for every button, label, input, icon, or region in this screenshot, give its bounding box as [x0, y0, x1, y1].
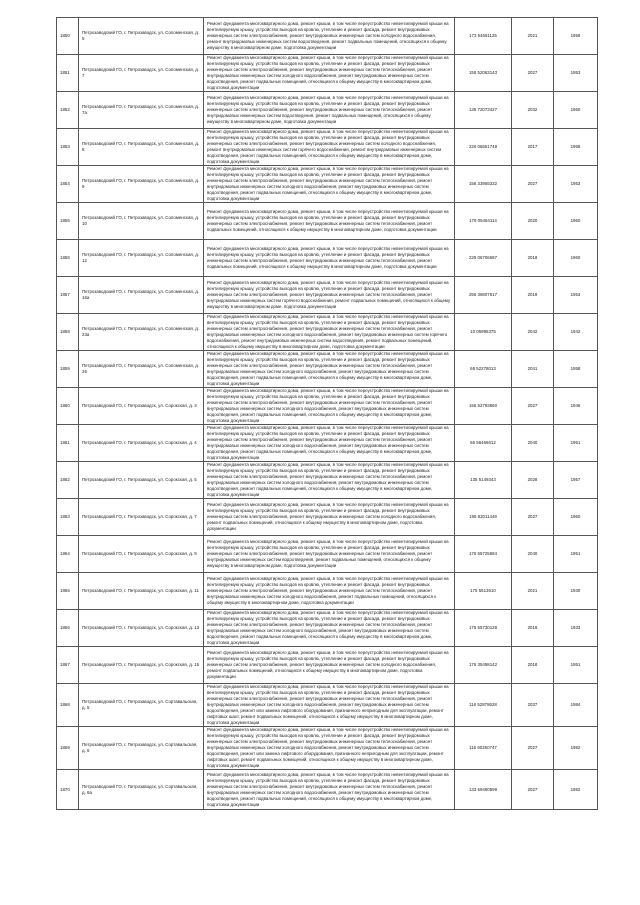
address-cell: Петрозаводский ГО, г. Петрозаводск, ул. Сортавальская, д. 5 — [79, 684, 204, 727]
planned-year-cell: 2020 — [512, 203, 554, 240]
works-description-cell: Ремонт фундамента многоквартирного дома, ремонт крыши, в том числе переустройство невентилируемой крыши на вентилируемую крышу, устройство выходов на кровлю, утепление и ремонт фасада, ремонт внутридомовых инженерных систем электроснабжения, ремонт внутридомовых инженерных систем теплоснабжения, ремонт внутридомовых инженерных систем холодного водоснабжения, ремонт внутридомовых инженерных систем водоотведения, ремонт подвальных помещений, относящихся к общему имуществу в многоквартирном доме, подготовка документации — [204, 351, 455, 388]
works-description-cell: Ремонт фундамента многоквартирного дома, ремонт крыши, в том числе переустройство невентилируемой крыши на вентилируемую крышу, устройство выходов на кровлю, утепление и ремонт фасада, ремонт внутридомовых инженерных систем электроснабжения, ремонт внутридомовых инженерных систем теплоснабжения, ремонт внутридомовых инженерных систем горячего водоснабжения, ремонт подвальных помещений, относящихся к общему имуществу в многоквартирном доме, подготовка документации — [204, 277, 455, 314]
build-year-cell: 1958 — [554, 351, 598, 388]
works-description-cell: Ремонт фундамента многоквартирного дома, ремонт крыши, в том числе переустройство невентилируемой крыши на вентилируемую крышу, устройство выходов на кровлю, утепление и ремонт фасада, ремонт внутридомовых инженерных систем электроснабжения, ремонт внутридомовых инженерных систем теплоснабжения, ремонт подвальных помещений, относящихся к общему имуществу в многоквартирном доме, подготовка документации — [204, 240, 455, 277]
works-description-cell: Ремонт фундамента многоквартирного дома, ремонт крыши, в том числе переустройство невентилируемой крыши на вентилируемую крышу, устройство выходов на кровлю, утепление и ремонт фасада, ремонт внутридомовых инженерных систем электроснабжения, ремонт внутридомовых инженерных систем теплоснабжения, ремонт внутридомовых инженерных систем холодного водоснабжения, ремонт внутридомовых инженерных систем водоотведения, ремонт или замена лифтового оборудования, признанного непригодным для эксплуатации, ремонт лифтовых шахт, ремонт подвальных помещений, относящихся к общему имуществу в многоквартирном доме, подготовка документации — [204, 684, 455, 727]
works-description-cell: Ремонт фундамента многоквартирного дома, ремонт крыши, в том числе переустройство невентилируемой крыши на вентилируемую крышу, устройство выходов на кровлю, утепление и ремонт фасада, ремонт внутридомовых инженерных систем электроснабжения, ремонт внутридомовых инженерных систем холодного водоснабжения, ремонт подвальных помещений, относящихся к общему имуществу в многоквартирном доме, подготовка документации — [204, 647, 455, 684]
build-year-cell: 1942 — [554, 314, 598, 351]
table-row — [57, 770, 598, 810]
planned-year-cell: 2040 — [512, 536, 554, 573]
planned-year-cell: 2037 — [512, 684, 554, 727]
works-description-cell: Ремонт фундамента многоквартирного дома, ремонт крыши, в том числе переустройство невентилируемой крыши на вентилируемую крышу, устройство выходов на кровлю, утепление и ремонт фасада, ремонт внутридомовых инженерных систем электроснабжения, ремонт внутридомовых инженерных систем теплоснабжения, ремонт внутридомовых инженерных систем холодного водоснабжения, ремонт внутридомовых инженерных систем водоотведения, ремонт подвальных помещений, относящихся к общему имуществу в многоквартирном доме, подготовка документации — [204, 770, 455, 810]
cost-cell: 155 52793660 — [455, 388, 512, 425]
cost-cell: 155 52063143 — [455, 55, 512, 92]
build-year-cell: 1960 — [554, 499, 598, 536]
works-description-cell: Ремонт фундамента многоквартирного дома, ремонт крыши, в том числе переустройство невентилируемой крыши на вентилируемую крышу, устройство выходов на кровлю, утепление и ремонт фасада, ремонт внутридомовых инженерных систем электроснабжения, ремонт внутридомовых инженерных систем теплоснабжения, ремонт подвальных помещений, относящихся к общему имуществу в многоквартирном доме, подготовка документации — [204, 203, 455, 240]
works-description-cell: Ремонт фундамента многоквартирного дома, ремонт крыши, в том числе переустройство невентилируемой крыши на вентилируемую крышу, устройство выходов на кровлю, утепление и ремонт фасада, ремонт внутридомовых инженерных систем электроснабжения, ремонт внутридомовых инженерных систем холодного водоснабжения, ремонт подвальных помещений, относящихся к общему имуществу в многоквартирном доме, подготовка документации — [204, 499, 455, 536]
row-number-cell: 1853 — [57, 129, 79, 166]
works-description-cell: Ремонт фундамента многоквартирного дома, ремонт крыши, в том числе переустройство невентилируемой крыши на вентилируемую крышу, устройство выходов на кровлю, утепление и ремонт фасада, ремонт внутридомовых инженерных систем электроснабжения, ремонт внутридомовых инженерных систем теплоснабжения, ремонт внутридомовых инженерных систем холодного водоснабжения, ремонт подвальных помещений, относящихся к общему имуществу в многоквартирном доме, подготовка документации — [204, 573, 455, 610]
address-cell: Петрозаводский ГО, г. Петрозаводск, ул. Сорокская, д. 5 — [79, 462, 204, 499]
works-description-cell: Ремонт фундамента многоквартирного дома, ремонт крыши, в том числе переустройство невентилируемой крыши на вентилируемую крышу, устройство выходов на кровлю, утепление и ремонт фасада, ремонт внутридомовых инженерных систем электроснабжения, ремонт внутридомовых инженерных систем теплоснабжения, ремонт внутридомовых инженерных систем водоотведения, ремонт подвальных помещений, относящихся к общему имуществу в многоквартирном доме, подготовка документации — [204, 536, 455, 573]
table-row — [57, 92, 598, 129]
address-cell: Петрозаводский ГО, г. Петрозаводск, ул. Соломенская, д. 23а — [79, 314, 204, 351]
address-cell: Петрозаводский ГО, г. Петрозаводск, ул. Соломенская, д. 8 — [79, 129, 204, 166]
build-year-cell: 1982 — [554, 770, 598, 810]
planned-year-cell: 2027 — [512, 166, 554, 203]
address-cell: Петрозаводский ГО, г. Петрозаводск, ул. Соломенская, д. 16а — [79, 277, 204, 314]
build-year-cell: 1958 — [554, 129, 598, 166]
row-number-cell: 1866 — [57, 610, 79, 647]
row-number-cell: 1854 — [57, 166, 79, 203]
works-description-cell: Ремонт фундамента многоквартирного дома, ремонт крыши, в том числе переустройство невентилируемой крыши на вентилируемую крышу, устройство выходов на кровлю, утепление и ремонт фасада, ремонт внутридомовых инженерных систем электроснабжения, ремонт внутридомовых инженерных систем холодного водоснабжения, ремонт внутридомовых инженерных систем водоотведения, ремонт подвальных помещений, относящихся к общему имуществу в многоквартирном доме, подготовка документации — [204, 18, 455, 55]
table-row — [57, 610, 598, 647]
cost-cell: 135 5149343 — [455, 462, 512, 499]
planned-year-cell: 2018 — [512, 610, 554, 647]
table-row — [57, 388, 598, 425]
cost-cell: 225 06706687 — [455, 240, 512, 277]
planned-year-cell: 2042 — [512, 314, 554, 351]
cost-cell: 116 52878628 — [455, 684, 512, 727]
row-number-cell: 1868 — [57, 684, 79, 727]
works-description-cell: Ремонт фундамента многоквартирного дома, ремонт крыши, в том числе переустройство невентилируемой крыши на вентилируемую крышу, устройство выходов на кровлю, утепление и ремонт фасада, ремонт внутридомовых инженерных систем электроснабжения, ремонт внутридомовых инженерных систем теплоснабжения, ремонт внутридомовых инженерных систем холодного водоснабжения, ремонт внутридомовых инженерных систем водоотведения, ремонт подвальных помещений, относящихся к общему имуществу в многоквартирном доме, подготовка документации — [204, 166, 455, 203]
planned-year-cell: 2017 — [512, 129, 554, 166]
build-year-cell: 1946 — [554, 388, 598, 425]
build-year-cell: 1953 — [554, 166, 598, 203]
row-number-cell: 1869 — [57, 727, 79, 770]
planned-year-cell: 2027 — [512, 55, 554, 92]
table-row — [57, 727, 598, 770]
build-year-cell: 1960 — [554, 203, 598, 240]
works-description-cell: Ремонт фундамента многоквартирного дома, ремонт крыши, в том числе переустройство невентилируемой крыши на вентилируемую крышу, устройство выходов на кровлю, утепление и ремонт фасада, ремонт внутридомовых инженерных систем электроснабжения, ремонт внутридомовых инженерных систем теплоснабжения, ремонт внутридомовых инженерных систем холодного водоснабжения, ремонт внутридомовых инженерных систем водоотведения, ремонт подвальных помещений, относящихся к общему имуществу в многоквартирном доме, подготовка документации — [204, 55, 455, 92]
planned-year-cell: 2019 — [512, 277, 554, 314]
table-row — [57, 314, 598, 351]
table-row — [57, 129, 598, 166]
planned-year-cell: 2021 — [512, 573, 554, 610]
address-cell: Петрозаводский ГО, г. Петрозаводск, ул. Соломенская, д. 10 — [79, 203, 204, 240]
table-row — [57, 277, 598, 314]
planned-year-cell: 2027 — [512, 727, 554, 770]
row-number-cell: 1856 — [57, 240, 79, 277]
build-year-cell: 1951 — [554, 425, 598, 462]
planned-year-cell: 2027 — [512, 388, 554, 425]
cost-cell: 195 82011449 — [455, 499, 512, 536]
build-year-cell: 1984 — [554, 684, 598, 727]
row-number-cell: 1852 — [57, 92, 79, 129]
table-row — [57, 684, 598, 727]
cost-cell: 156 33955332 — [455, 166, 512, 203]
document-page — [56, 17, 597, 810]
table-row — [57, 240, 598, 277]
table-row — [57, 536, 598, 573]
table-row — [57, 425, 598, 462]
row-number-cell: 1851 — [57, 55, 79, 92]
address-cell: Петрозаводский ГО, г. Петрозаводск, ул. Соломенская, д. 7 — [79, 55, 204, 92]
row-number-cell: 1861 — [57, 425, 79, 462]
address-cell: Петрозаводский ГО, г. Петрозаводск, ул. Соломенская, д. 5 — [79, 18, 204, 55]
cost-cell: 256 36807617 — [455, 277, 512, 314]
address-cell: Петрозаводский ГО, г. Петрозаводск, ул. Соломенская, д. 26 — [79, 351, 204, 388]
build-year-cell: 1953 — [554, 277, 598, 314]
works-description-cell: Ремонт фундамента многоквартирного дома, ремонт крыши, в том числе переустройство невентилируемой крыши на вентилируемую крышу, устройство выходов на кровлю, утепление и ремонт фасада, ремонт внутридомовых инженерных систем электроснабжения, ремонт внутридомовых инженерных систем теплоснабжения, ремонт внутридомовых инженерных систем холодного водоснабжения, ремонт внутридомовых инженерных систем водоотведения, ремонт подвальных помещений, относящихся к общему имуществу в многоквартирном доме, подготовка документации — [204, 425, 455, 462]
cost-cell: 116 60260747 — [455, 727, 512, 770]
works-description-cell: Ремонт фундамента многоквартирного дома, ремонт крыши, в том числе переустройство невентилируемой крыши на вентилируемую крышу, устройство выходов на кровлю, утепление и ремонт фасада, ремонт внутридомовых инженерных систем электроснабжения, ремонт внутридомовых инженерных систем теплоснабжения, ремонт внутридомовых инженерных систем холодного водоснабжения, ремонт внутридомовых инженерных систем водоотведения, ремонт подвальных помещений, относящихся к общему имуществу в многоквартирном доме, подготовка документации — [204, 462, 455, 499]
row-number-cell: 1859 — [57, 351, 79, 388]
table-row — [57, 203, 598, 240]
table-row — [57, 55, 598, 92]
works-description-cell: Ремонт фундамента многоквартирного дома, ремонт крыши, в том числе переустройство невентилируемой крыши на вентилируемую крышу, устройство выходов на кровлю, утепление и ремонт фасада, ремонт внутридомовых инженерных систем электроснабжения, ремонт внутридомовых инженерных систем теплоснабжения, ремонт внутридомовых инженерных систем холодного водоснабжения, ремонт внутридомовых инженерных систем водоотведения, ремонт подвальных помещений, относящихся к общему имуществу в многоквартирном доме, подготовка документации — [204, 388, 455, 425]
build-year-cell: 1951 — [554, 647, 598, 684]
table-row — [57, 18, 598, 55]
address-cell: Петрозаводский ГО, г. Петрозаводск, ул. Сортавальская, д. 8а — [79, 770, 204, 810]
cost-cell: 176 55725684 — [455, 536, 512, 573]
address-cell: Петрозаводский ГО, г. Петрозаводск, ул. Сорокская, д. 15 — [79, 647, 204, 684]
row-number-cell: 1863 — [57, 499, 79, 536]
cost-cell: 176 05464114 — [455, 203, 512, 240]
planned-year-cell: 2027 — [512, 770, 554, 810]
cost-cell: 173 54661125 — [455, 18, 512, 55]
table-body — [57, 18, 598, 810]
address-cell: Петрозаводский ГО, г. Петрозаводск, ул. Соломенская, д. 7а — [79, 92, 204, 129]
address-cell: Петрозаводский ГО, г. Петрозаводск, ул. Соломенская, д. 12 — [79, 240, 204, 277]
cost-cell: 175 5513610 — [455, 573, 512, 610]
build-year-cell: 1951 — [554, 536, 598, 573]
works-description-cell: Ремонт фундамента многоквартирного дома, ремонт крыши, в том числе переустройство невентилируемой крыши на вентилируемую крышу, устройство выходов на кровлю, утепление и ремонт фасада, ремонт внутридомовых инженерных систем электроснабжения, ремонт внутридомовых инженерных систем теплоснабжения, ремонт внутридомовых инженерных систем холодного водоснабжения, ремонт внутридомовых инженерных систем горячего водоснабжения, ремонт внутридомовых инженерных систем водоотведения, ремонт подвальных помещений, относящихся к общему имуществу в многоквартирном доме, подготовка документации — [204, 314, 455, 351]
build-year-cell: 1960 — [554, 240, 598, 277]
build-year-cell: 1959 — [554, 18, 598, 55]
planned-year-cell: 2018 — [512, 240, 554, 277]
address-cell: Петрозаводский ГО, г. Петрозаводск, ул. Сорокская, д. 7 — [79, 499, 204, 536]
cost-cell: 68 52278013 — [455, 351, 512, 388]
cost-cell: 175 55730128 — [455, 610, 512, 647]
build-year-cell: 1960 — [554, 92, 598, 129]
row-number-cell: 1862 — [57, 462, 79, 499]
works-description-cell: Ремонт фундамента многоквартирного дома, ремонт крыши, в том числе переустройство невентилируемой крыши на вентилируемую крышу, устройство выходов на кровлю, утепление и ремонт фасада, ремонт внутридомовых инженерных систем электроснабжения, ремонт внутридомовых инженерных систем холодного водоснабжения, ремонт внутридомовых инженерных систем горячего водоснабжения, ремонт внутридомовых инженерных систем водоотведения, ремонт подвальных помещений, относящихся к общему имуществу в многоквартирном доме, подготовка документации — [204, 129, 455, 166]
address-cell: Петрозаводский ГО, г. Петрозаводск, ул. Сорокская, д. 13 — [79, 610, 204, 647]
planned-year-cell: 2032 — [512, 92, 554, 129]
cost-cell: 10 05995375 — [455, 314, 512, 351]
row-number-cell: 1860 — [57, 388, 79, 425]
address-cell: Петрозаводский ГО, г. Петрозаводск, ул. Сорокская, д. 4 — [79, 425, 204, 462]
build-year-cell: 1982 — [554, 727, 598, 770]
build-year-cell: 1930 — [554, 573, 598, 610]
works-description-cell: Ремонт фундамента многоквартирного дома, ремонт крыши, в том числе переустройство невентилируемой крыши на вентилируемую крышу, устройство выходов на кровлю, утепление и ремонт фасада, ремонт внутридомовых инженерных систем электроснабжения, ремонт внутридомовых инженерных систем теплоснабжения, ремонт внутридомовых инженерных систем холодного водоснабжения, ремонт внутридомовых инженерных систем водоотведения, ремонт или замена лифтового оборудования, признанного непригодным для эксплуатации, ремонт лифтовых шахт, ремонт подвальных помещений, относящихся к общему имуществу в многоквартирном доме, подготовка документации — [204, 727, 455, 770]
table-row — [57, 166, 598, 203]
address-cell: Петрозаводский ГО, г. Петрозаводск, ул. Сорокская, д. 9 — [79, 536, 204, 573]
planned-year-cell: 2018 — [512, 647, 554, 684]
address-cell: Петрозаводский ГО, г. Петрозаводск, ул. Сорокская, д. 11 — [79, 573, 204, 610]
cost-cell: 226 06551748 — [455, 129, 512, 166]
row-number-cell: 1855 — [57, 203, 79, 240]
table-row — [57, 462, 598, 499]
address-cell: Петрозаводский ГО, г. Петрозаводск, ул. Сортавальская, д. 6 — [79, 727, 204, 770]
build-year-cell: 1933 — [554, 610, 598, 647]
planned-year-cell: 2028 — [512, 462, 554, 499]
build-year-cell: 1957 — [554, 462, 598, 499]
row-number-cell: 1858 — [57, 314, 79, 351]
build-year-cell: 1953 — [554, 55, 598, 92]
table-row — [57, 351, 598, 388]
row-number-cell: 1867 — [57, 647, 79, 684]
cost-cell: 133 59490599 — [455, 770, 512, 810]
row-number-cell: 1864 — [57, 536, 79, 573]
planned-year-cell: 2027 — [512, 499, 554, 536]
address-cell: Петрозаводский ГО, г. Петрозаводск, ул. Сорокская, д. 3 — [79, 388, 204, 425]
cost-cell: 176 35498142 — [455, 647, 512, 684]
table-row — [57, 499, 598, 536]
address-cell: Петрозаводский ГО, г. Петрозаводск, ул. Соломенская, д. 9 — [79, 166, 204, 203]
row-number-cell: 1870 — [57, 770, 79, 810]
row-number-cell: 1850 — [57, 18, 79, 55]
table-row — [57, 647, 598, 684]
cost-cell: 66 56466612 — [455, 425, 512, 462]
planned-year-cell: 2021 — [512, 18, 554, 55]
works-description-cell: Ремонт фундамента многоквартирного дома, ремонт крыши, в том числе переустройство невентилируемой крыши на вентилируемую крышу, устройство выходов на кровлю, утепление и ремонт фасада, ремонт внутридомовых инженерных систем электроснабжения, ремонт внутридомовых инженерных систем теплоснабжения, ремонт внутридомовых инженерных систем холодного водоснабжения, ремонт внутридомовых инженерных систем водоотведения, ремонт подвальных помещений, относящихся к общему имуществу в многоквартирном доме, подготовка документации — [204, 610, 455, 647]
planned-year-cell: 2041 — [512, 351, 554, 388]
table-row — [57, 573, 598, 610]
row-number-cell: 1857 — [57, 277, 79, 314]
works-description-cell: Ремонт фундамента многоквартирного дома, ремонт крыши, в том числе переустройство невентилируемой крыши на вентилируемую крышу, устройство выходов на кровлю, утепление и ремонт фасада, ремонт внутридомовых инженерных систем электроснабжения, ремонт внутридомовых инженерных систем теплоснабжения, ремонт внутридомовых инженерных систем водоотведения, ремонт подвальных помещений, относящихся к общему имуществу в многоквартирном доме, подготовка документации — [204, 92, 455, 129]
planned-year-cell: 2040 — [512, 425, 554, 462]
cost-cell: 135 72073427 — [455, 92, 512, 129]
row-number-cell: 1865 — [57, 573, 79, 610]
repair-schedule-table — [56, 17, 598, 810]
